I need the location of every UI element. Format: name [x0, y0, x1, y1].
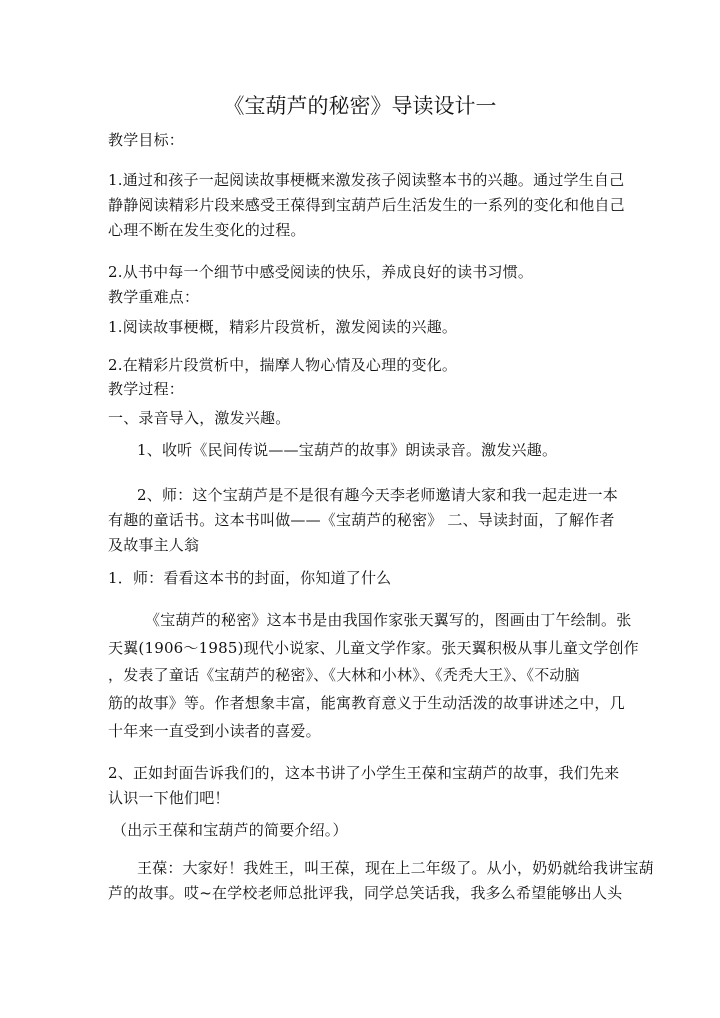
paragraph-line: 1.通过和孩子一起阅读故事梗概来激发孩子阅读整本书的兴趣。通过学生自己: [108, 171, 625, 189]
paragraph-line: （出示王葆和宝葫芦的简要介绍。）: [112, 821, 348, 839]
paragraph-line: 《宝葫芦的秘密》这本书是由我国作家张天翼写的，图画由丁午绘制。张: [145, 611, 632, 629]
paragraph-line: ，发表了童话《宝葫芦的秘密》、《大林和小林》、《秃秃大王》、《不动脑: [108, 666, 580, 684]
paragraph-line: 2、师：这个宝葫芦是不是很有趣今天李老师邀请大家和我一起走进一本: [137, 486, 618, 504]
document-title: 《宝葫芦的秘密》导读设计一: [223, 94, 497, 118]
section-heading-process: 教学过程：: [108, 380, 185, 398]
paragraph-line: 一、录音导入，激发兴趣。: [108, 409, 291, 427]
paragraph-line: 及故事主人翁: [108, 536, 200, 554]
paragraph-line: 1.阅读故事梗概，精彩片段赏析，激发阅读的兴趣。: [108, 318, 458, 336]
paragraph-line: 2.从书中每一个细节中感受阅读的快乐，养成良好的读书习惯。: [108, 263, 534, 281]
section-heading-goals: 教学目标：: [108, 131, 185, 149]
paragraph-line: 有趣的童话书。这本书叫做——《宝葫芦的秘密》 二、导读封面，了解作者: [108, 511, 615, 529]
paragraph-line: 2.在精彩片段赏析中，揣摩人物心情及心理的变化。: [108, 356, 458, 374]
paragraph-line: 认识一下他们吧！: [108, 789, 230, 807]
paragraph-line: 王葆：大家好！我姓王，叫王葆，现在上二年级了。从小，奶奶就给我讲宝葫: [137, 859, 654, 877]
paragraph-line: 2、正如封面告诉我们的，这本书讲了小学生王葆和宝葫芦的故事，我们先来: [108, 764, 620, 782]
paragraph-line: 十年来一直受到小读者的喜爱。: [108, 722, 321, 740]
paragraph-line: 心理不断在发生变化的过程。: [108, 221, 306, 239]
paragraph-line: 1．师：看看这本书的封面，你知道了什么: [108, 569, 392, 587]
paragraph-line: 天翼(1906～1985)现代小说家、儿童文学作家。张天翼积极从事儿童文学创作: [108, 639, 639, 657]
paragraph-line: 筋的故事》等。作者想象丰富，能寓教育意义于生动活泼的故事讲述之中，几: [108, 694, 625, 712]
paragraph-line: 静静阅读精彩片段来感受王葆得到宝葫芦后生活发生的一系列的变化和他自己: [108, 196, 625, 214]
paragraph-line: 1、收听《民间传说——宝葫芦的故事》朗读录音。激发兴趣。: [137, 441, 558, 459]
section-heading-difficulties: 教学重难点：: [108, 288, 200, 306]
paragraph-line: 芦的故事。哎~在学校老师总批评我，同学总笑话我，我多么希望能够出人头: [108, 884, 623, 902]
